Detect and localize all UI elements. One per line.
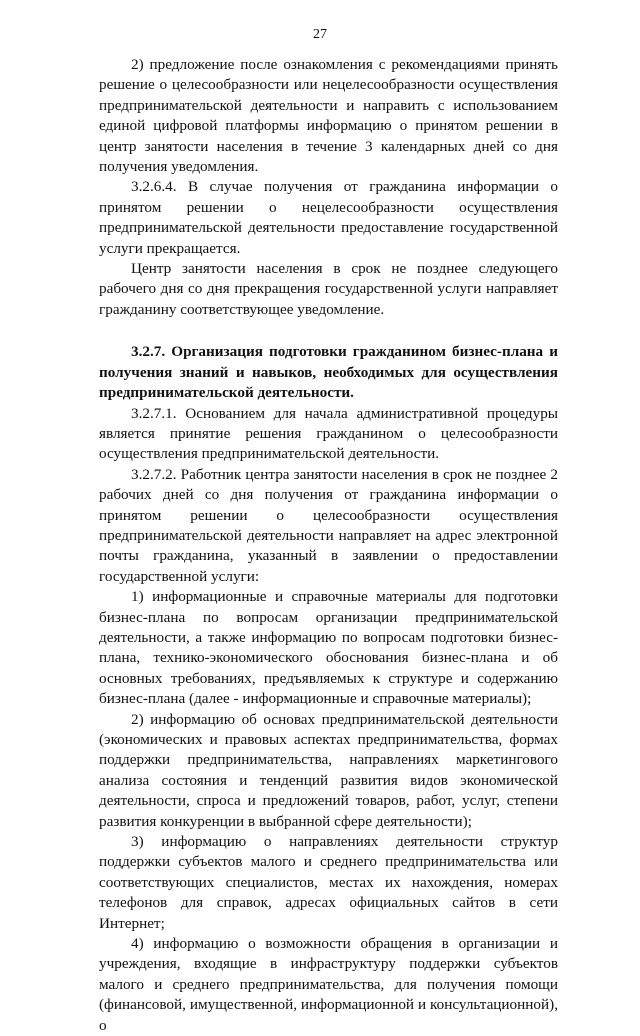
paragraph: 3.2.7.2. Работник центра занятости населения в срок не позднее 2 рабочих дней со дня получения от гражданина информации о принятом решении о целесообразности осуществления предпринимательской деятельности направляет на адрес электронной почты гражданина, указанный в заявлении о предоставлении государственной услуги: <box>99 465 558 585</box>
page-number: 27 <box>313 27 327 42</box>
paragraph: 3.2.7.1. Основанием для начала административной процедуры является принятие решения гражданином о целесообразности осуществления предпринимательской деятельности. <box>99 404 558 463</box>
paragraph: Центр занятости населения в срок не позднее следующего рабочего дня со дня прекращения государственной услуги направляет гражданину соответствующее уведомление. <box>99 260 558 318</box>
document-body <box>99 55 558 1036</box>
list-item: 4) информацию о возможности обращения в организации и учреждения, входящие в инфраструктуру поддержки субъектов малого и среднего предпринимательства, для получения помощи (финансовой, имущественной, информационной и консультационной), о <box>99 935 558 1034</box>
section-heading: 3.2.7. Организация подготовки гражданином бизнес-плана и получения знаний и навыков, необходимых для осуществления предпринимательской деятельности. <box>99 343 558 402</box>
list-item: 2) информацию об основах предпринимательской деятельности (экономических и правовых аспектах предпринимательства, формах поддержки предпринимательства, направлениях маркетингового анализа состояния и тенденций развития видов экономической деятельности, спроса и предложений товаров, работ, услуг, степени развития конкуренции в выбранной сфере деятельности); <box>99 710 558 830</box>
paragraph: 3.2.6.4. В случае получения от гражданина информации о принятом решении о нецелесообразности осуществления предпринимательской деятельности предоставление государственной услуги прекращается. <box>99 178 558 257</box>
list-item: 3) информацию о направлениях деятельности структур поддержки субъектов малого и среднего предпринимательства или соответствующих специалистов, местах их нахождения, номерах телефонов для справок, адресах официальных сайтов в сети Интернет; <box>99 833 558 932</box>
list-item: 1) информационные и справочные материалы для подготовки бизнес-плана по вопросам организации предпринимательской деятельности, а также информацию по вопросам подготовки бизнес-плана, технико-экономического обоснования бизнес-плана и об основных требованиях, предъявляемых к структуре и содержанию бизнес-плана (далее - информационные и справочные материалы); <box>99 588 558 708</box>
paragraph: 2) предложение после ознакомления с рекомендациями принять решение о целесообразности или нецелесообразности осуществления предпринимательской деятельности и направить с использованием единой цифровой платформы информацию о принятом решении в центр занятости населения в течение 3 календарных дней со дня получения уведомления. <box>99 56 558 176</box>
